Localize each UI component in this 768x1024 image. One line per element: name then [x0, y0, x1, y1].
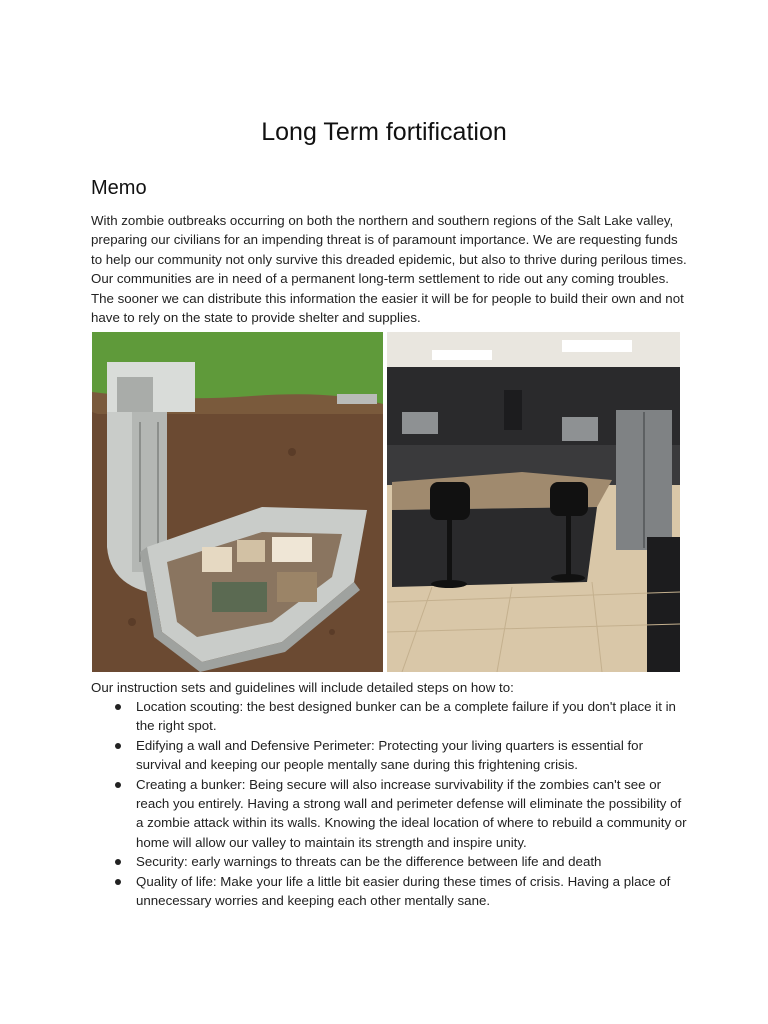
bullet-icon: [115, 782, 121, 788]
bullet-icon: [115, 743, 121, 749]
memo-heading: Memo: [91, 177, 147, 199]
list-item-text: Quality of life: Make your life a little bit easier during these times of crisis. Having a place of unnecessary worries and keeping each other mentally sane.: [136, 873, 671, 909]
list-item: [91, 872, 691, 911]
list-item: [91, 852, 691, 871]
illustration-svg: [92, 332, 680, 672]
list-item: [91, 775, 691, 853]
document-title: Long Term fortification: [261, 118, 507, 146]
illustrations: [92, 332, 680, 672]
bunker-cutaway-image: [92, 332, 383, 672]
list-item: [91, 736, 691, 775]
bullet-icon: [115, 879, 121, 885]
instructions-list: [91, 697, 691, 910]
bullet-icon: [115, 704, 121, 710]
bullet-icon: [115, 859, 121, 865]
list-item-text: Security: early warnings to threats can be the difference between life and death: [136, 854, 602, 870]
kitchen-interior-image: [387, 332, 680, 672]
instructions-intro: Our instruction sets and guidelines will include detailed steps on how to:: [91, 680, 514, 695]
list-item-text: Edifying a wall and Defensive Perimeter: Protecting your living quarters is essential for survival and keeping our people mentally sane during this frightening crisis.: [136, 737, 643, 773]
list-item-text: Location scouting: the best designed bunker can be a complete failure if you don't place it in the right spot.: [136, 699, 676, 734]
memo-paragraph: With zombie outbreaks occurring on both the northern and southern regions of the Salt Lake valley, preparing our civilians for an impending threat is of paramount importance. We are requesting funds to help our community not only survive this dreaded epidemic, but also to thrive during perilous times. Our communities are in need of a permanent long-term settlement to ride out any coming troubles. The sooner we can distribute this information the easier it will be for people to build their own and not have to rely on the state to provide shelter and supplies.: [91, 213, 687, 326]
list-item: [91, 697, 691, 736]
list-item-text: Creating a bunker: Being secure will also increase survivability if the zombies can't see or reach you entirely. Having a strong wall and perimeter defense will eliminate the possibility of a zombie attack within its walls. Knowing the ideal location of where to rebuild a community or home will allow our valley to maintain its strength and inspire unity.: [136, 776, 687, 850]
